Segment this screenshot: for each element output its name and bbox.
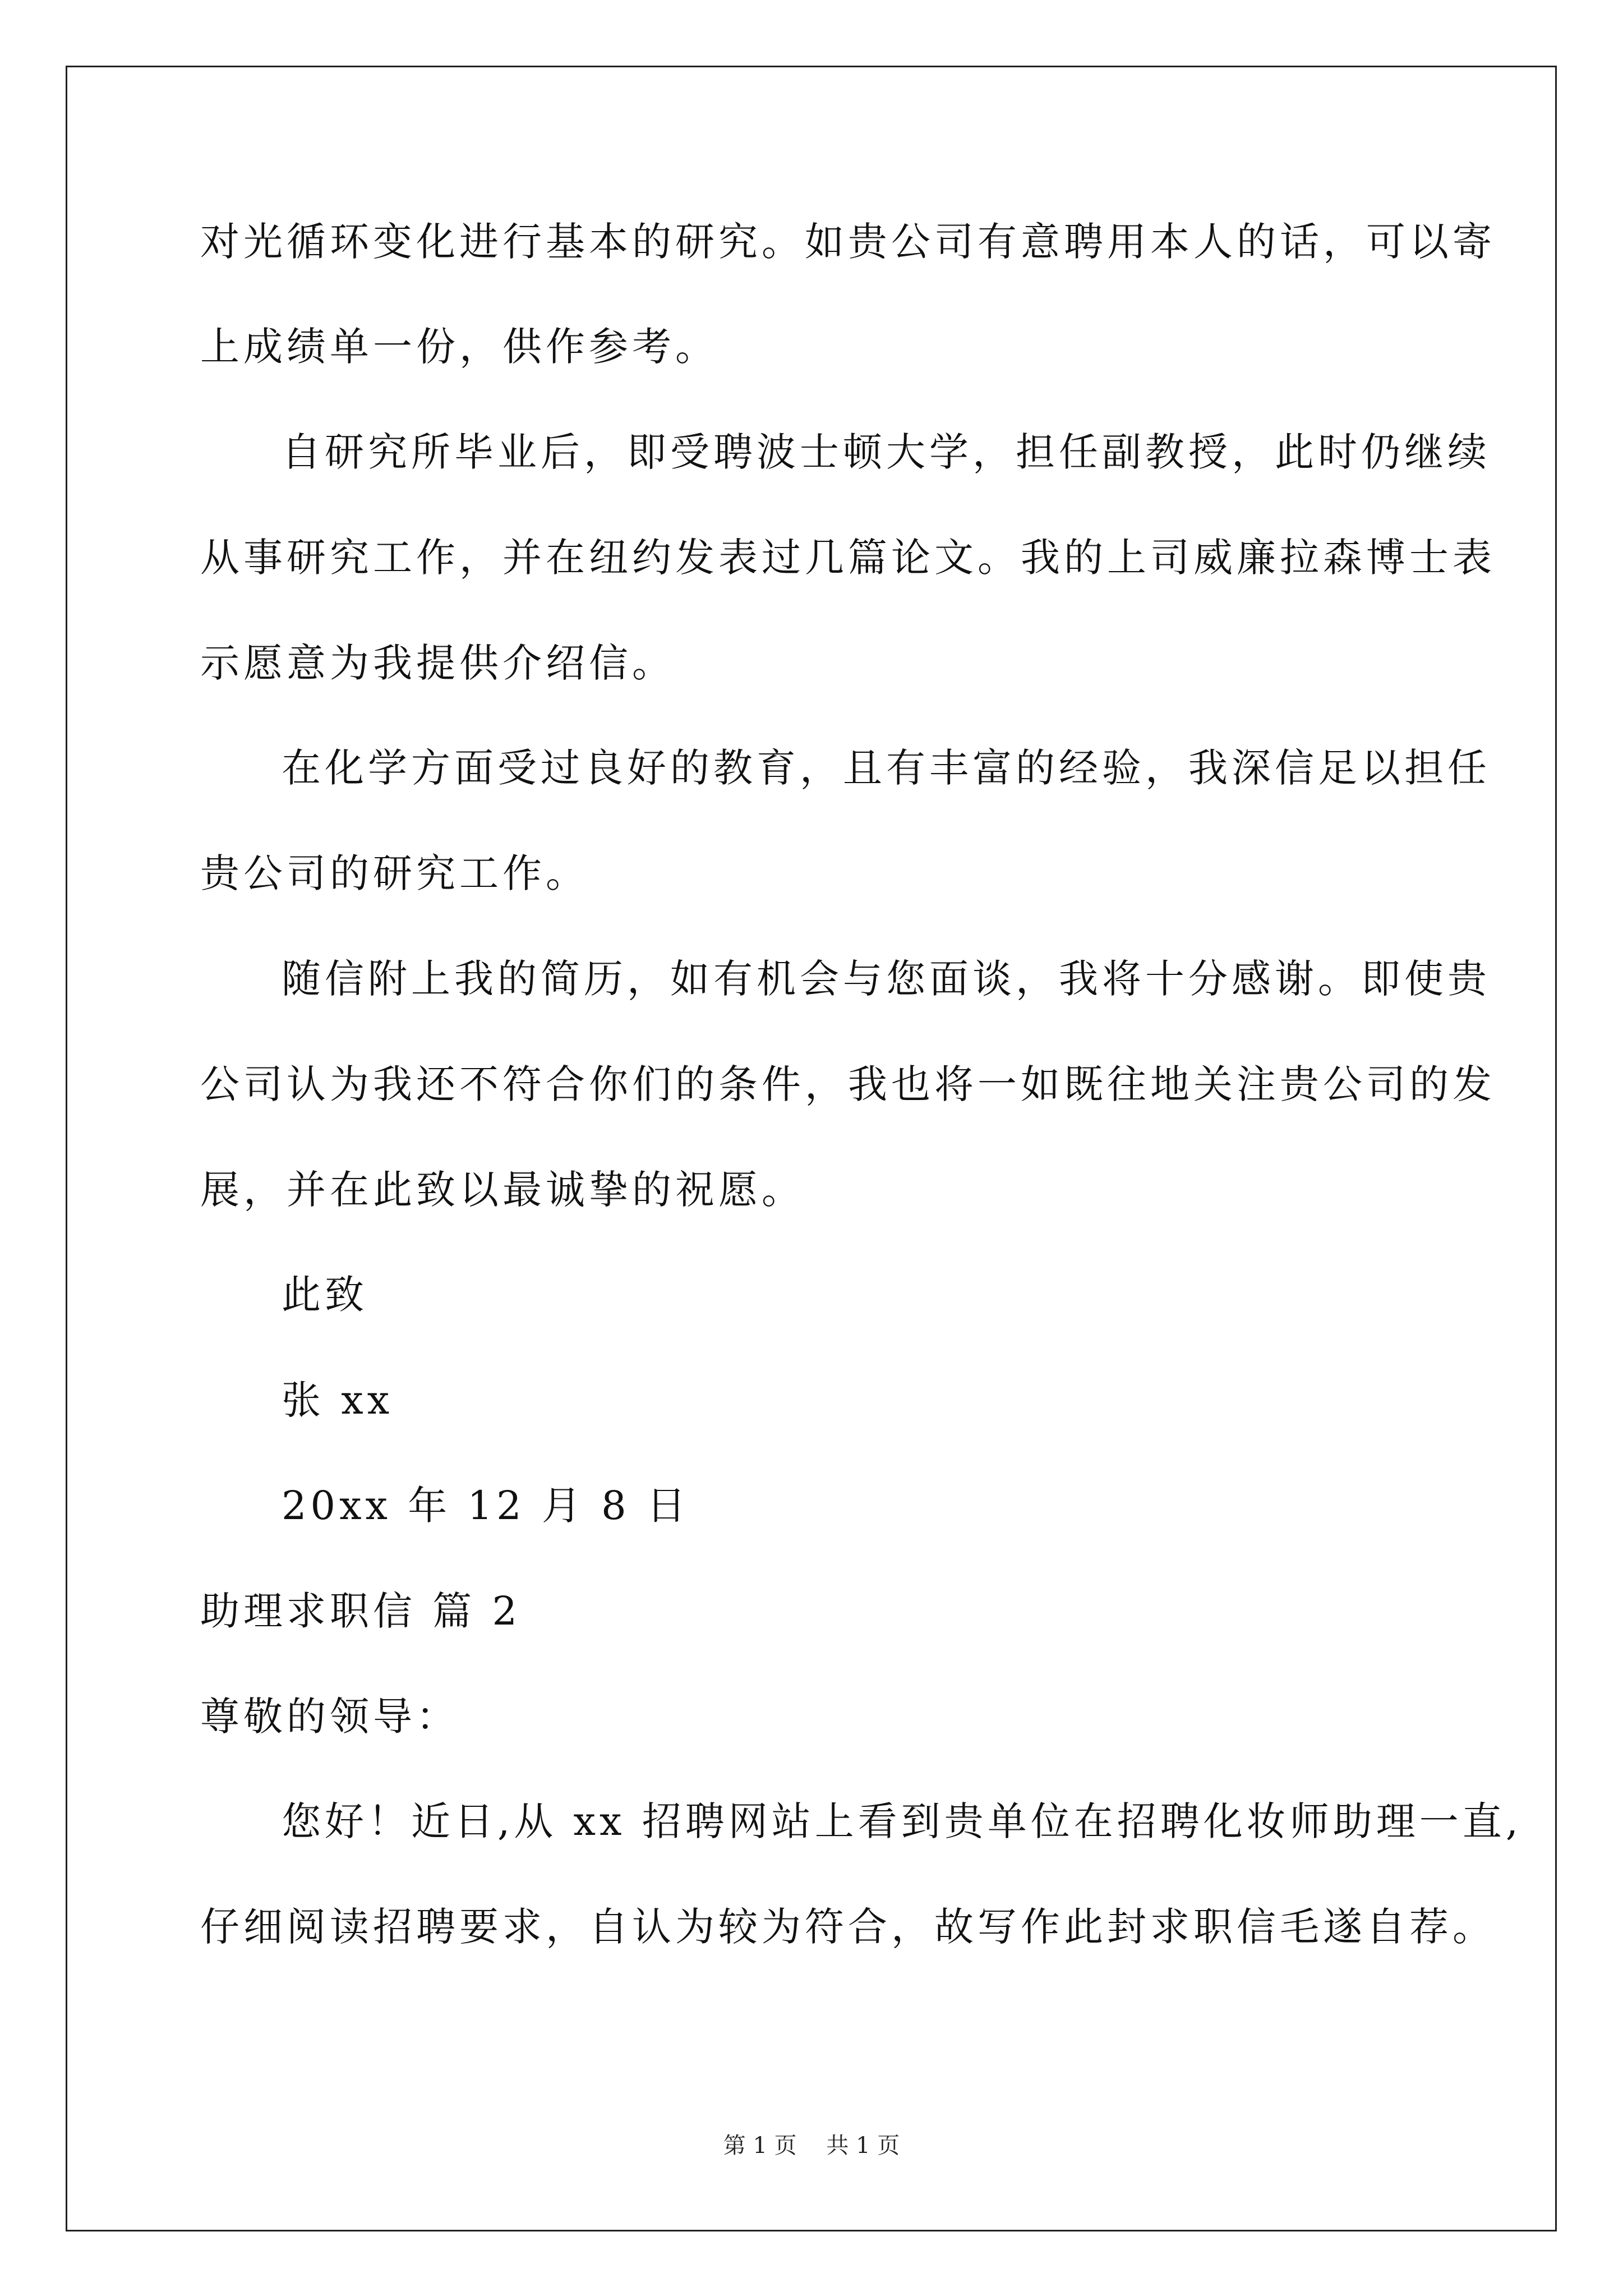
paragraph-line: 在化学方面受过良好的教育，且有丰富的经验，我深信足以担任 bbox=[282, 745, 1491, 791]
salutation: 尊敬的领导： bbox=[200, 1694, 459, 1740]
paragraph-line: 贵公司的研究工作。 bbox=[200, 850, 589, 896]
paragraph-line: 您好！近日,从 xx 招聘网站上看到贵单位在招聘化妆师助理一直, bbox=[282, 1798, 1522, 1844]
signature-name: 张 xx bbox=[282, 1377, 394, 1423]
letter-date: 20xx 年 12 月 8 日 bbox=[282, 1483, 690, 1529]
paragraph-line: 展，并在此致以最诚挚的祝愿。 bbox=[200, 1167, 805, 1213]
section-title: 助理求职信 篇 2 bbox=[200, 1588, 522, 1634]
paragraph-line: 随信附上我的简历，如有机会与您面谈，我将十分感谢。即使贵 bbox=[282, 956, 1491, 1002]
closing-text: 此致 bbox=[282, 1272, 368, 1318]
page-footer bbox=[0, 2132, 1623, 2160]
page-number: 第 1 页 bbox=[723, 2133, 797, 2159]
paragraph-line: 示愿意为我提供介绍信。 bbox=[200, 640, 675, 686]
paragraph-line: 仔细阅读招聘要求，自认为较为符合，故写作此封求职信毛遂自荐。 bbox=[200, 1904, 1496, 1950]
paragraph-line: 自研究所毕业后，即受聘波士顿大学，担任副教授，此时仍继续 bbox=[282, 429, 1491, 475]
paragraph-line: 对光循环变化进行基本的研究。如贵公司有意聘用本人的话，可以寄 bbox=[200, 219, 1496, 265]
page-count: 共 1 页 bbox=[826, 2133, 900, 2159]
paragraph-line: 从事研究工作，并在纽约发表过几篇论文。我的上司威廉拉森博士表 bbox=[200, 535, 1496, 581]
paragraph-line: 公司认为我还不符合你们的条件，我也将一如既往地关注贵公司的发 bbox=[200, 1061, 1496, 1107]
paragraph-line: 上成绩单一份，供作参考。 bbox=[200, 324, 718, 370]
